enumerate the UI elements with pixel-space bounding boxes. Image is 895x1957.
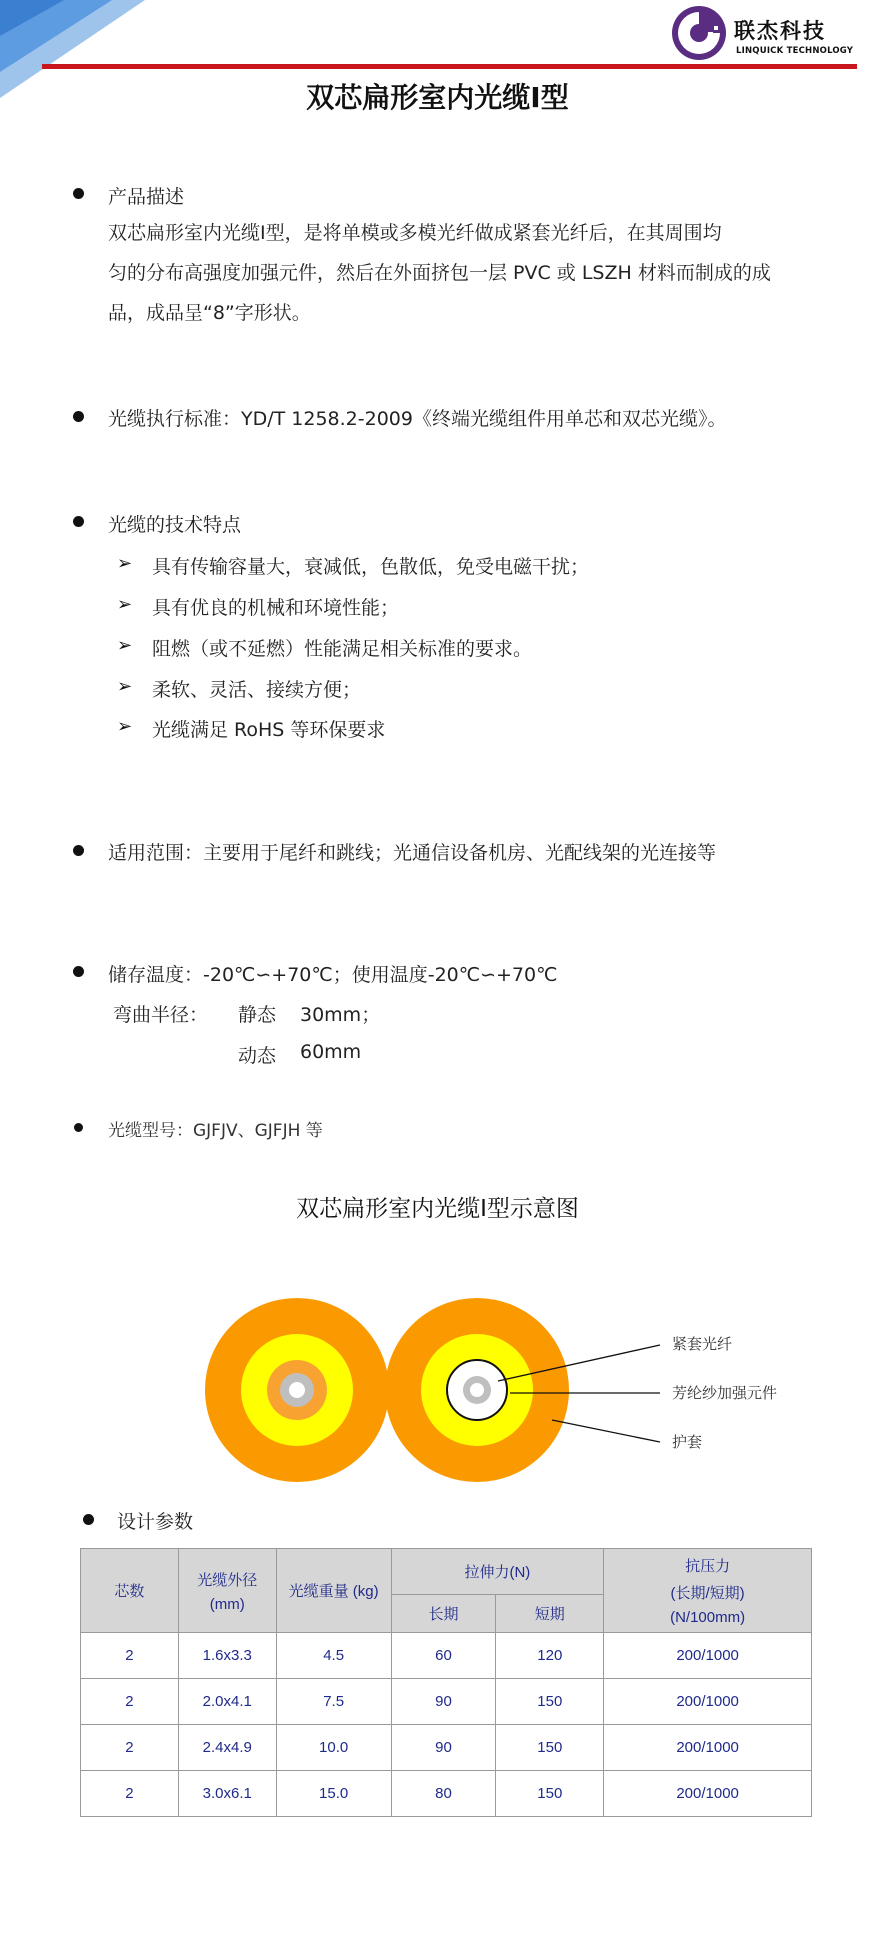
dynamic-value: 60mm [300,1041,362,1063]
header-divider [42,64,857,69]
strength-label: 芳纶纱加强元件 [672,1386,778,1402]
arrow-bullet-icon: ➢ [117,594,133,615]
page-title: 双芯扁形室内光缆Ⅰ型 [306,81,569,114]
description-line: 品，成品呈“8”字形状。 [108,302,311,324]
description-text [108,213,808,333]
static-label: 静态 [238,1004,277,1026]
description-heading: 产品描述 [108,186,185,208]
table-row [81,1725,812,1771]
static-value: 30mm； [300,1004,381,1026]
header-weight: 光缆重量 (kg) [276,1549,391,1633]
bullet-icon [73,411,84,422]
cell-crush: 200/1000 [604,1725,812,1771]
cable-cross-section-diagram [0,1290,895,1490]
standard-text: 光缆执行标准：YD/T 1258.2-2009《终端光缆组件用单芯和双芯光缆》。 [108,408,727,430]
features-heading: 光缆的技术特点 [108,514,242,536]
cell-outer-diameter: 3.0x6.1 [178,1771,276,1817]
cell-tensile-short: 150 [496,1771,604,1817]
cell-outer-diameter: 2.0x4.1 [178,1679,276,1725]
cell-tensile-short: 150 [496,1679,604,1725]
cell-weight: 7.5 [276,1679,391,1725]
fiber-label: 紧套光纤 [672,1337,733,1353]
cell-weight: 15.0 [276,1771,391,1817]
cell-crush: 200/1000 [604,1679,812,1725]
cell-crush: 200/1000 [604,1771,812,1817]
dynamic-label: 动态 [238,1045,277,1067]
cell-crush: 200/1000 [604,1633,812,1679]
application-text: 适用范围：主要用于尾纤和跳线；光通信设备机房、光配线架的光连接等 [108,842,717,864]
cell-tensile-short: 150 [496,1725,604,1771]
brand-subtitle: LINQUICK TECHNOLOGY [736,46,854,56]
arrow-bullet-icon: ➢ [117,553,133,574]
bend-radius-label: 弯曲半径： [113,1004,209,1026]
cell-outer-diameter: 2.4x4.9 [178,1725,276,1771]
cell-weight: 10.0 [276,1725,391,1771]
diagram-title: 双芯扁形室内光缆Ⅰ型示意图 [296,1196,579,1222]
bullet-icon [73,188,84,199]
bullet-icon [74,1123,83,1132]
description-line: 双芯扁形室内光缆Ⅰ型，是将单模或多模光纤做成紧套光纤后，在其周围均 [108,222,722,244]
cell-tensile-short: 120 [496,1633,604,1679]
right-fiber-unit [385,1298,569,1482]
feature-item: 具有传输容量大，衰减低，色散低，免受电磁干扰； [152,556,590,578]
bullet-icon [73,966,84,977]
header-crush-line: 抗压力 [685,1558,731,1575]
company-logo [668,2,868,64]
jacket-label: 护套 [672,1435,703,1451]
feature-item: 光缆满足 RoHS 等环保要求 [152,719,386,741]
feature-item: 具有优良的机械和环境性能； [152,597,400,619]
brand-name: 联杰科技 [734,19,826,43]
header-cores: 芯数 [81,1549,179,1633]
header-od-line: 光缆外径 [197,1571,258,1589]
cell-cores: 2 [81,1633,179,1679]
cell-tensile-long: 80 [391,1771,496,1817]
header-od-unit: (mm) [209,1595,245,1613]
bullet-icon [83,1514,94,1525]
feature-item: 阻燃（或不延燃）性能满足相关标准的要求。 [152,638,533,660]
header-outer-diameter [178,1549,276,1633]
cell-cores: 2 [81,1725,179,1771]
temperature-text: 储存温度：-20℃∽+70℃；使用温度-20℃∽+70℃ [108,964,558,986]
arrow-bullet-icon: ➢ [117,716,133,737]
params-heading: 设计参数 [117,1511,194,1533]
bullet-icon [73,516,84,527]
header-tensile-long: 长期 [391,1595,496,1633]
header-tensile: 拉伸力(N) [391,1549,604,1595]
logo-mark-icon [668,2,730,64]
design-params-table [80,1548,812,1817]
table-row [81,1633,812,1679]
cell-outer-diameter: 1.6x3.3 [178,1633,276,1679]
feature-item: 柔软、灵活、接续方便； [152,679,362,701]
cell-tensile-long: 90 [391,1725,496,1771]
arrow-bullet-icon: ➢ [117,676,133,697]
cell-weight: 4.5 [276,1633,391,1679]
header-crush-line: (长期/短期) [670,1585,745,1602]
cell-cores: 2 [81,1679,179,1725]
header-tensile-short: 短期 [496,1595,604,1633]
header-crush-unit: (N/100mm) [670,1609,746,1626]
jacket-leader-line [552,1420,660,1442]
header-crush [604,1549,812,1633]
table-row [81,1679,812,1725]
models-text: 光缆型号：GJFJV、GJFJH 等 [108,1121,323,1141]
cell-tensile-long: 60 [391,1633,496,1679]
cell-cores: 2 [81,1771,179,1817]
cell-tensile-long: 90 [391,1679,496,1725]
description-line: 匀的分布高强度加强元件，然后在外面挤包一层 PVC 或 LSZH 材料而制成的成 [108,262,771,284]
arrow-bullet-icon: ➢ [117,635,133,656]
left-fiber-unit [205,1298,389,1482]
table-row [81,1771,812,1817]
bullet-icon [73,845,84,856]
